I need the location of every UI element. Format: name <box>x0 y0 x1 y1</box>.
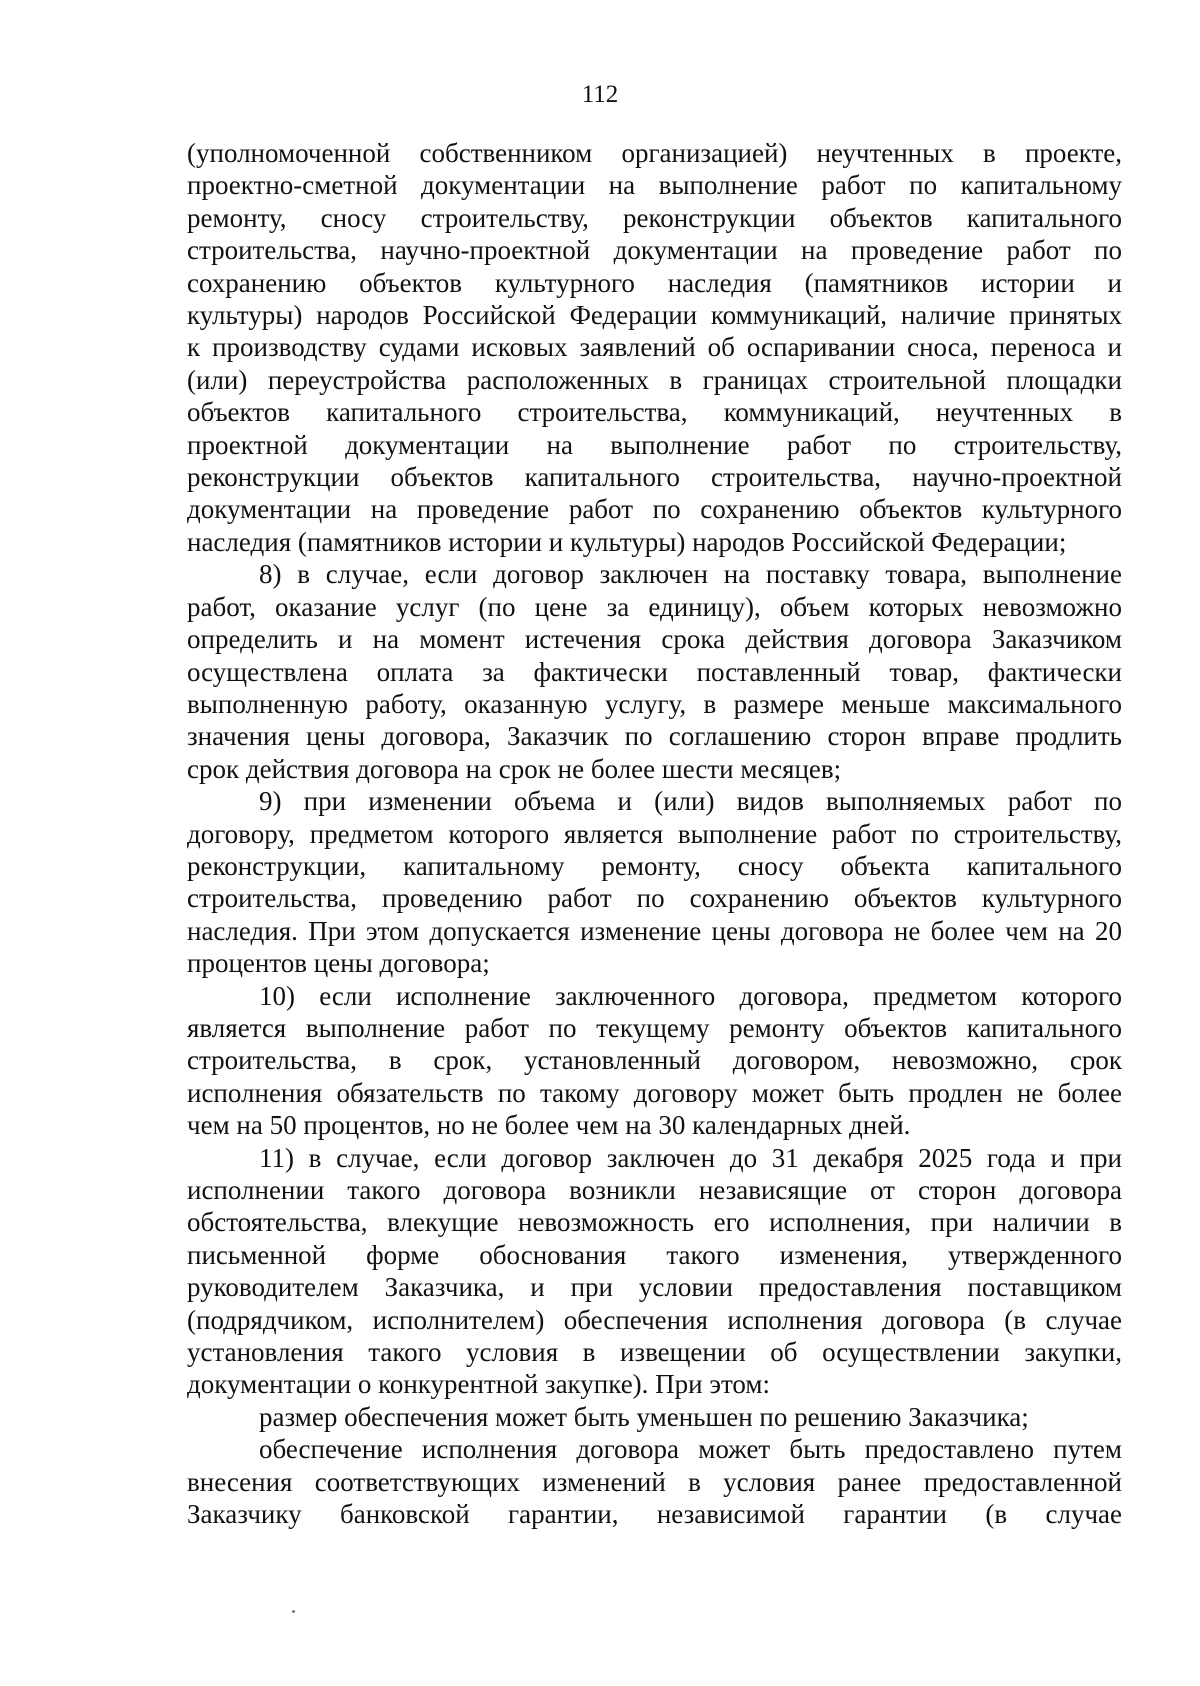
text-line: 11) в случае, если договор заключен до 31 декабря 2025 года и при <box>259 1142 1122 1173</box>
text-line: (уполномоченной собственником организацией) неучтенных в проекте, <box>187 138 1122 168</box>
text-line: определить и на момент истечения срока действия договора Заказчиком <box>187 624 1122 655</box>
text-line: реконструкции объектов капитального строительства, научно-проектной <box>187 462 1122 493</box>
page-number: 112 <box>581 81 619 108</box>
document-body <box>187 137 1122 1530</box>
text-line: объектов капитального строительства, коммуникаций, неучтенных в <box>187 397 1122 428</box>
text-line: (подрядчиком, исполнителем) обеспечения исполнения договора (в случае <box>187 1304 1122 1335</box>
text-line: исполнении такого договора возникли независящие от сторон договора <box>187 1175 1122 1205</box>
text-line: размер обеспечения может быть уменьшен по решению Заказчика; <box>259 1401 1029 1432</box>
text-line: работ, оказание услуг (по цене за единицу), объем которых невозможно <box>187 591 1122 622</box>
text-line: исполнения обязательств по такому договору может быть продлен не более <box>187 1077 1122 1108</box>
text-line: обеспечение исполнения договора может быть предоставлено путем <box>259 1434 1122 1465</box>
text-line: 9) при изменении объема и (или) видов выполняемых работ по <box>259 786 1122 817</box>
text-line: Заказчику банковской гарантии, независимой гарантии (в случае <box>187 1499 1122 1530</box>
text-line: документации на проведение работ по сохранению объектов культурного <box>187 494 1122 525</box>
text-line: срок действия договора на срок не более шести месяцев; <box>187 753 842 784</box>
text-line: 10) если исполнение заключенного договора, предметом которого <box>259 980 1122 1011</box>
text-line: реконструкции, капитальному ремонту, сносу объекта капитального <box>187 850 1122 881</box>
text-line: наследия. При этом допускается изменение цены договора не более чем на 20 <box>187 915 1122 946</box>
text-line: строительства, в срок, установленный договором, невозможно, срок <box>187 1045 1122 1076</box>
text-line: строительства, проведению работ по сохранению объектов культурного <box>187 883 1122 914</box>
text-line: чем на 50 процентов, но не более чем на 30 календарных дней. <box>187 1110 911 1141</box>
text-line: письменной форме обоснования такого изменения, утвержденного <box>187 1239 1122 1270</box>
scan-artifact-dot <box>292 1610 295 1613</box>
text-line: проектно-сметной документации на выполнение работ по капитальному <box>187 170 1122 201</box>
text-line: руководителем Заказчика, и при условии предоставления поставщиком <box>187 1272 1122 1303</box>
text-line: договору, предметом которого является выполнение работ по строительству, <box>187 818 1122 849</box>
text-line: наследия (памятников истории и культуры) народов Российской Федерации; <box>187 526 1067 557</box>
text-line: 8) в случае, если договор заключен на поставку товара, выполнение <box>259 559 1122 590</box>
text-line: (или) переустройства расположенных в границах строительной площадки <box>187 364 1122 395</box>
text-line: внесения соответствующих изменений в условия ранее предоставленной <box>187 1466 1122 1497</box>
text-line: осуществлена оплата за фактически поставленный товар, фактически <box>187 656 1122 687</box>
text-line: ремонту, сносу строительству, реконструкции объектов капитального <box>187 202 1122 233</box>
text-line: к производству судами исковых заявлений об оспаривании сноса, переноса и <box>187 332 1122 363</box>
text-line: документации о конкурентной закупке). При этом: <box>187 1369 770 1400</box>
text-line: проектной документации на выполнение работ по строительству, <box>187 429 1122 460</box>
text-line: строительства, научно-проектной документации на проведение работ по <box>187 235 1122 266</box>
text-line: выполненную работу, оказанную услугу, в размере меньше максимального <box>187 688 1122 719</box>
text-line: процентов цены договора; <box>187 948 490 979</box>
text-line: является выполнение работ по текущему ремонту объектов капитального <box>187 1012 1122 1043</box>
text-line: значения цены договора, Заказчик по соглашению сторон вправе продлить <box>187 721 1122 752</box>
text-line: культуры) народов Российской Федерации коммуникаций, наличие принятых <box>187 300 1122 331</box>
text-line: сохранению объектов культурного наследия (памятников истории и <box>187 267 1122 298</box>
text-line: обстоятельства, влекущие невозможность его исполнения, при наличии в <box>187 1207 1122 1238</box>
text-line: установления такого условия в извещении об осуществлении закупки, <box>187 1337 1122 1368</box>
